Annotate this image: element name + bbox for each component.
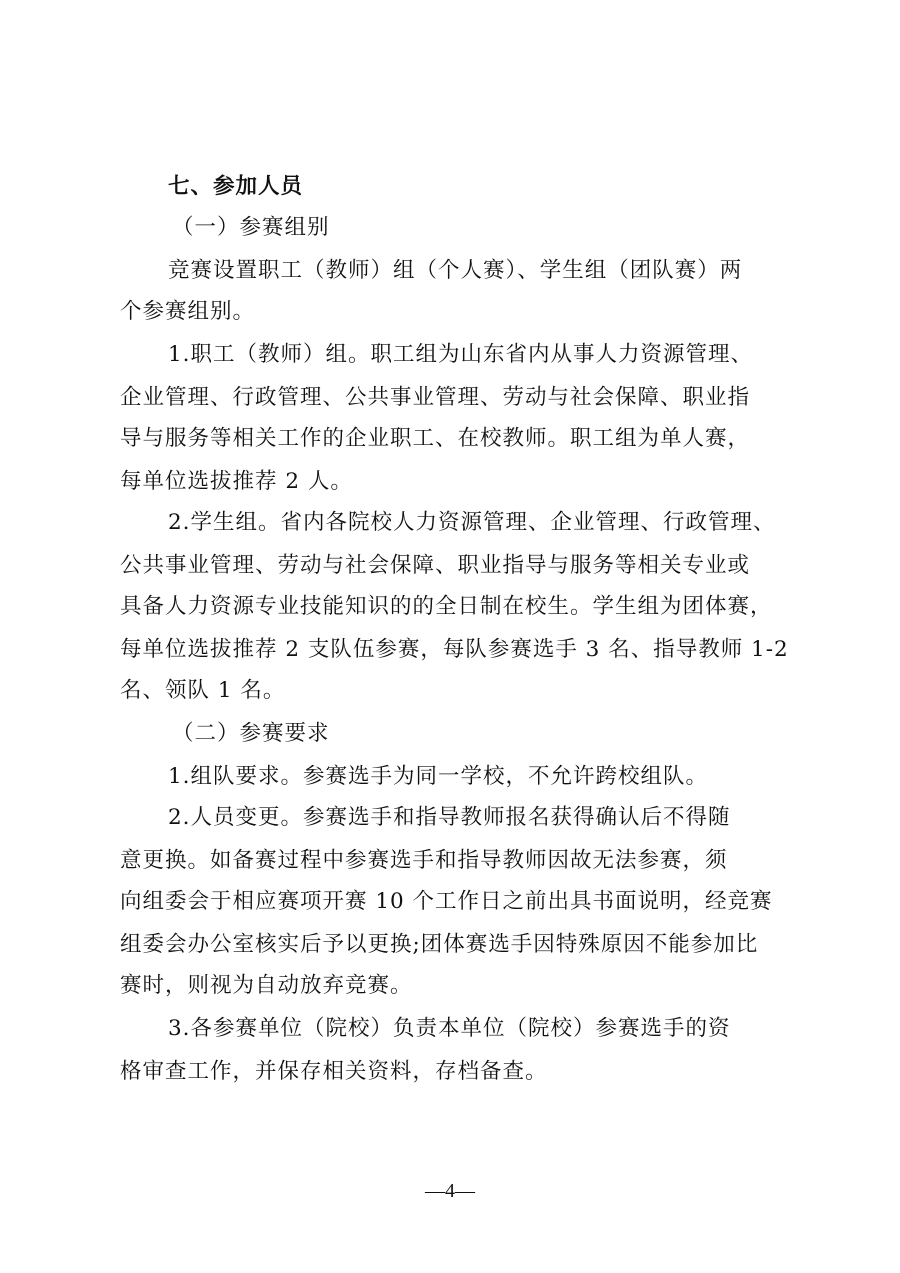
paragraph-line: 导与服务等相关工作的企业职工、在校教师。职工组为单人赛， — [120, 426, 751, 451]
section-title: 七、参加人员 — [168, 174, 304, 199]
paragraph-line: 3.各参赛单位（院校）负责本单位（院校）参赛选手的资 — [168, 1016, 731, 1041]
paragraph-line: 竞赛设置职工（教师）组（个人赛）、学生组（团队赛）两 — [168, 258, 743, 283]
paragraph-line: 名、领队 1 名。 — [120, 678, 286, 703]
paragraph-line: 个参赛组别。 — [120, 299, 256, 324]
page-number: —4— — [425, 1180, 475, 1202]
paragraph-line: 意更换。如备赛过程中参赛选手和指导教师因故无法参赛，须 — [120, 848, 728, 873]
paragraph-line: 2.人员变更。参赛选手和指导教师报名获得确认后不得随 — [168, 805, 731, 830]
paragraph-line: 公共事业管理、劳动与社会保障、职业指导与服务等相关专业或 — [120, 553, 751, 578]
paragraph-line: 向组委会于相应赛项开赛 10 个工作日之前出具书面说明，经竞赛 — [120, 889, 773, 914]
paragraph-line: 格审查工作，并保存相关资料，存档备查。 — [120, 1059, 548, 1084]
paragraph-line: 赛时，则视为自动放弃竞赛。 — [120, 973, 413, 998]
paragraph-line: 2.学生组。省内各院校人力资源管理、企业管理、行政管理、 — [168, 510, 776, 535]
paragraph-line: 具备人力资源专业技能知识的的全日制在校生。学生组为团体赛， — [120, 594, 773, 619]
paragraph-line: 企业管理、行政管理、公共事业管理、劳动与社会保障、职业指 — [120, 385, 751, 410]
paragraph-line: 每单位选拔推荐 2 人。 — [120, 469, 353, 494]
paragraph-line: 1.职工（教师）组。职工组为山东省内从事人力资源管理、 — [168, 342, 754, 367]
paragraph-line: 1.组队要求。参赛选手为同一学校，不允许跨校组队。 — [168, 764, 709, 789]
subsection-title: （一）参赛组别 — [172, 215, 330, 240]
subsection-title: （二）参赛要求 — [172, 721, 330, 746]
paragraph-line: 每单位选拔推荐 2 支队伍参赛，每队参赛选手 3 名、指导教师 1-2 — [120, 637, 789, 662]
paragraph-line: 组委会办公室核实后予以更换;团体赛选手因特殊原因不能参加比 — [120, 932, 759, 957]
